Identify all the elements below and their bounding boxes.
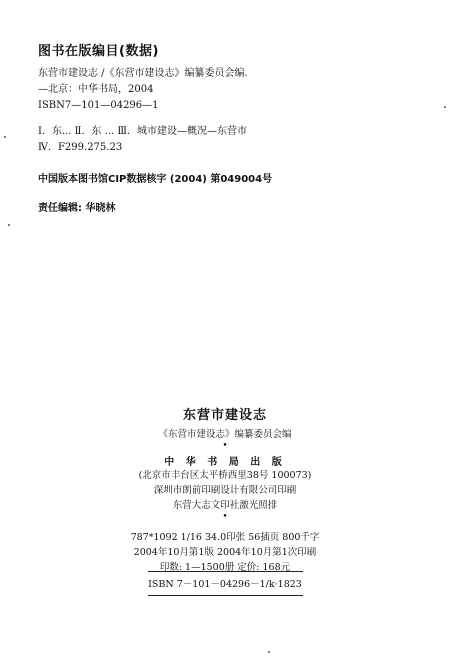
typesetter-line: 东营大志文印社激光照排 <box>172 500 278 511</box>
colophon <box>0 404 450 575</box>
cip-line-isbn: ISBN7—101—04296—1 <box>38 100 159 111</box>
scan-speck <box>268 651 270 653</box>
print-run-price: 印数: 1—1500册 定价: 168元 <box>159 562 291 573</box>
isbn-bottom-rule <box>148 595 303 596</box>
cip-line-publisher: —北京：中华书局，2004 <box>38 84 154 95</box>
compiler-line: 《东营市建设志》编纂委员会编 <box>158 429 292 440</box>
cip-classification-block <box>38 124 247 156</box>
separator-dot: • <box>222 441 228 451</box>
cip-bibliographic-block <box>38 66 248 114</box>
responsible-editor: 责任编辑: 华晓林 <box>38 203 116 214</box>
cip-class-number: Ⅳ．F299.275.23 <box>38 142 123 153</box>
book-title: 东营市建设志 <box>182 408 267 423</box>
cip-heading: 图书在版编目(数据) <box>38 44 159 59</box>
format-specs: 787*1092 1/16 34.0印张 56插页 800千字 <box>130 532 320 543</box>
scan-speck <box>8 224 10 226</box>
scan-speck <box>444 106 446 108</box>
edition-line: 2004年10月第1版 2004年10月第1次印刷 <box>133 547 317 558</box>
publisher-address: (北京市丰台区太平桥西里38号 100073) <box>138 470 312 481</box>
separator-dot: • <box>222 512 228 522</box>
cip-core-number: 中国版本图书馆CIP数据核字 (2004) 第049004号 <box>38 174 273 185</box>
isbn-top-rule <box>148 571 303 572</box>
printer-line: 深圳市朗前印刷设计有限公司印刷 <box>153 485 297 496</box>
cip-subject-headings: Ⅰ．东... Ⅱ．东 ... Ⅲ．城市建设—概况—东营市 <box>38 126 247 137</box>
publisher-line: 中 华 书 局 出 版 <box>164 457 286 468</box>
cip-line-title: 东营市建设志 /《东营市建设志》编纂委员会编. <box>38 68 248 79</box>
scan-speck <box>4 136 6 138</box>
isbn-footer: ISBN 7－101－04296－1/k·1823 <box>148 579 302 590</box>
